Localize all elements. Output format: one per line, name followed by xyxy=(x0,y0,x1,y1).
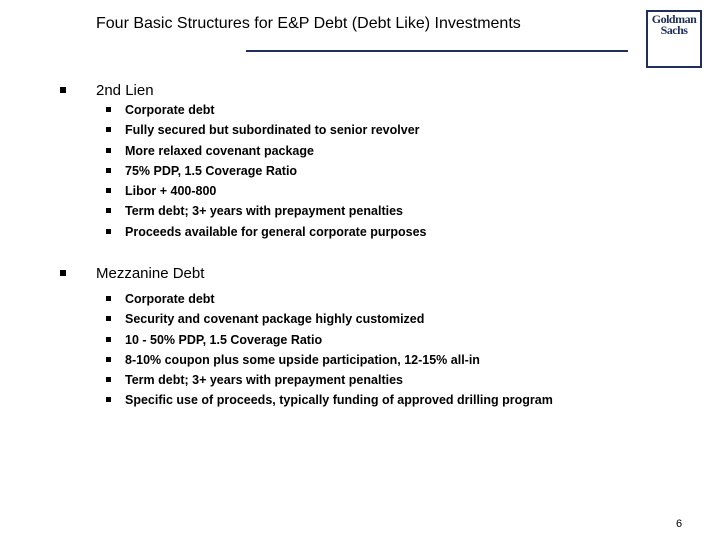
goldman-sachs-logo xyxy=(646,10,702,68)
bullet-icon xyxy=(106,107,111,112)
list-item-text: 8-10% coupon plus some upside participation, 12-15% all-in xyxy=(125,352,480,367)
bullet-icon xyxy=(106,229,111,234)
list-item-text: 75% PDP, 1.5 Coverage Ratio xyxy=(125,163,298,178)
list-item xyxy=(106,120,427,140)
bullet-icon xyxy=(106,357,111,362)
list-item-text: Specific use of proceeds, typically funding of approved drilling program xyxy=(125,393,553,408)
title-underline xyxy=(246,50,628,52)
list-item-text: More relaxed covenant package xyxy=(125,143,314,158)
section-list-mezzanine-debt xyxy=(106,289,553,411)
section-heading-2nd-lien: 2nd Lien xyxy=(96,82,154,99)
list-item xyxy=(106,289,553,309)
section-bullet-icon xyxy=(60,87,66,93)
list-item xyxy=(106,181,427,201)
bullet-icon xyxy=(106,148,111,153)
section-bullet-icon xyxy=(60,270,66,276)
list-item-text: Corporate debt xyxy=(125,103,215,117)
bullet-icon xyxy=(106,208,111,213)
list-item xyxy=(106,309,553,329)
list-item xyxy=(106,222,427,242)
list-item-text: Security and covenant package highly customized xyxy=(125,312,425,327)
list-item xyxy=(106,161,427,181)
list-item xyxy=(106,201,427,221)
logo-text-line2: Sachs xyxy=(660,23,688,37)
bullet-icon xyxy=(106,188,111,193)
section-list-2nd-lien xyxy=(106,100,427,242)
list-item-text: Proceeds available for general corporate purposes xyxy=(125,224,427,239)
list-item xyxy=(106,100,427,120)
list-item-text: Term debt; 3+ years with prepayment penalties xyxy=(125,204,403,219)
list-item xyxy=(106,330,553,350)
list-item-text: Term debt; 3+ years with prepayment penalties xyxy=(125,373,403,388)
bullet-icon xyxy=(106,296,111,301)
bullet-icon xyxy=(106,397,111,402)
list-item xyxy=(106,370,553,390)
section-heading-mezzanine-debt: Mezzanine Debt xyxy=(96,265,205,282)
bullet-icon xyxy=(106,337,111,342)
page-number: 6 xyxy=(676,518,683,530)
bullet-icon xyxy=(106,127,111,132)
bullet-icon xyxy=(106,316,111,321)
list-item-text: Corporate debt xyxy=(125,292,215,306)
list-item xyxy=(106,390,553,410)
list-item xyxy=(106,141,427,161)
logo-text-line1: Goldman xyxy=(651,12,697,26)
bullet-icon xyxy=(106,377,111,382)
list-item-text: Libor + 400-800 xyxy=(125,184,217,199)
bullet-icon xyxy=(106,168,111,173)
list-item-text: 10 - 50% PDP, 1.5 Coverage Ratio xyxy=(125,332,323,347)
list-item-text: Fully secured but subordinated to senior revolver xyxy=(125,123,420,138)
slide-title: Four Basic Structures for E&P Debt (Debt Like) Investments xyxy=(96,15,521,32)
list-item xyxy=(106,350,553,370)
